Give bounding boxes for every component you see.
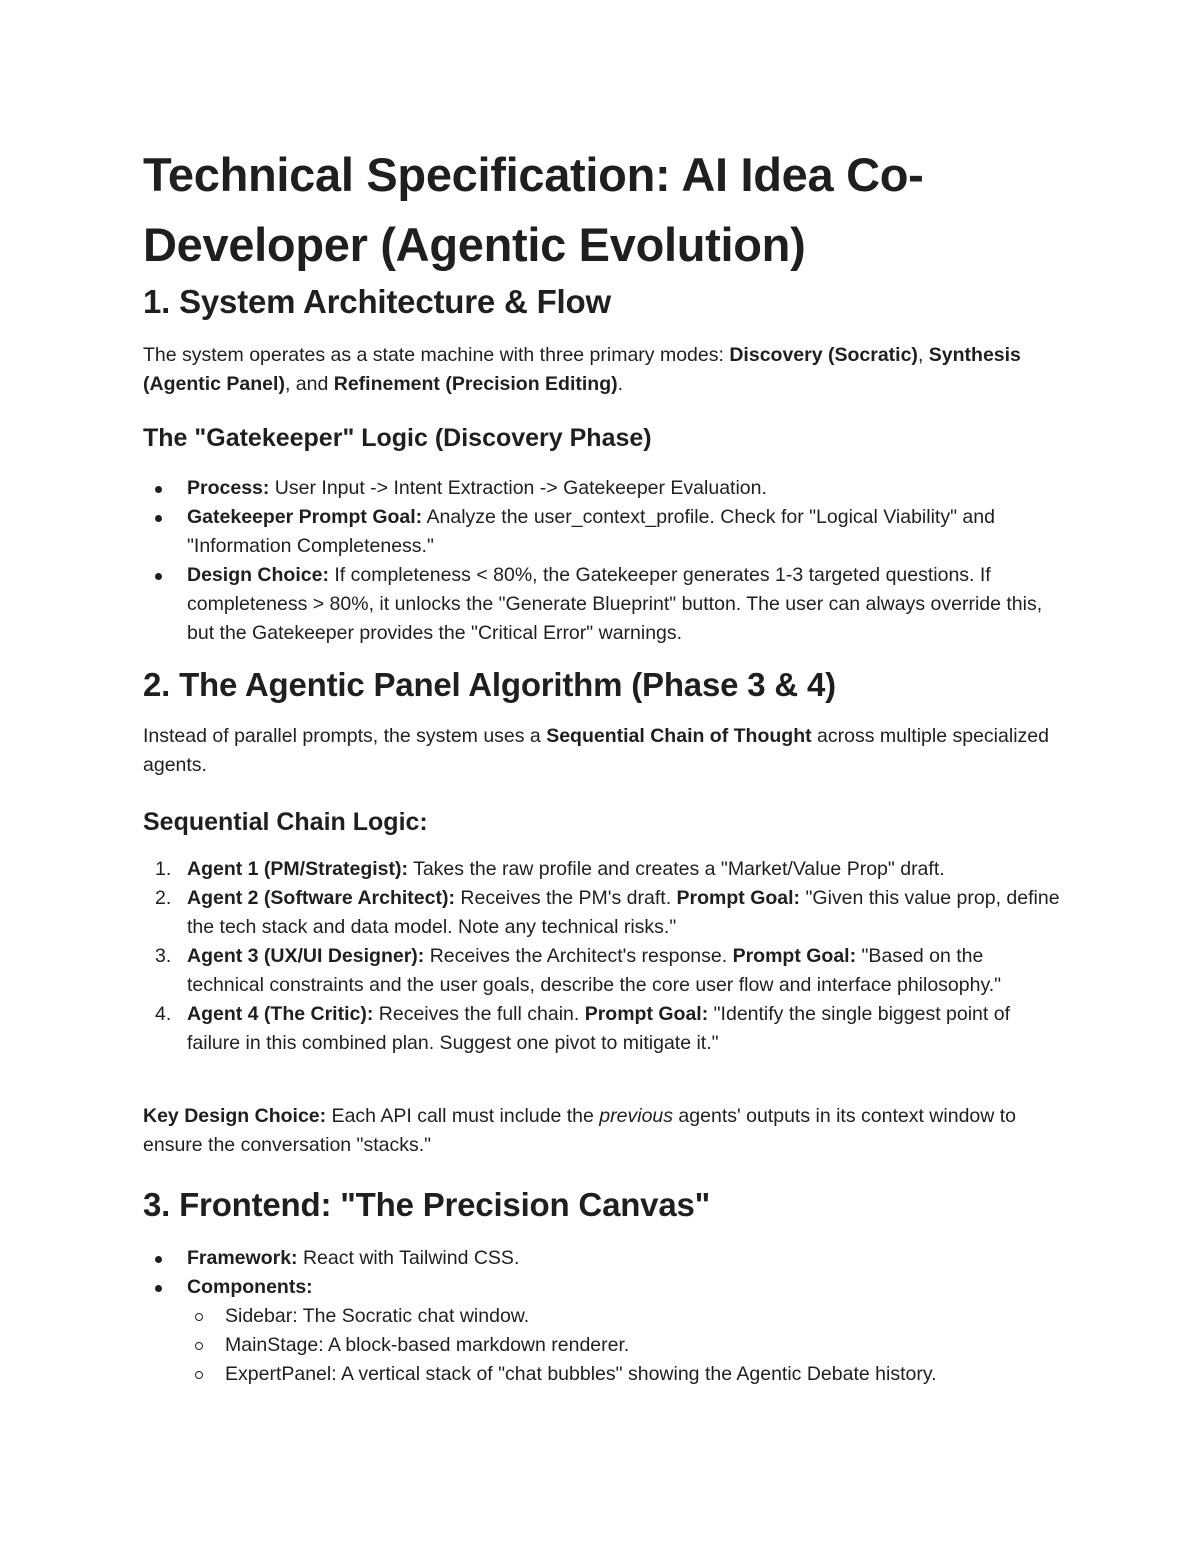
- list-item: Design Choice: If completeness < 80%, the Gatekeeper generates 1-3 targeted questions. If completeness > 80%, it unlocks the "Generate Blueprint" button. The user can always override this, but the Gatekeeper provides the "Critical Error" warnings.: [143, 561, 1063, 648]
- bullet-icon: [155, 1256, 162, 1263]
- section-3-heading: 3. Frontend: "The Precision Canvas": [143, 1186, 711, 1223]
- section-1-intro: The system operates as a state machine with three primary modes: Discovery (Socratic), Synthesis (Agentic Panel), and Refinement (Precision Editing).: [143, 344, 1021, 395]
- list-item: MainStage: A block-based markdown renderer.: [143, 1331, 1063, 1360]
- list-item: 4. Agent 4 (The Critic): Receives the full chain. Prompt Goal: "Identify the single biggest point of failure in this combined plan. Suggest one pivot to mitigate it.": [155, 1003, 1011, 1054]
- gatekeeper-list: [143, 474, 1063, 648]
- list-item: Framework: React with Tailwind CSS.: [143, 1244, 1063, 1273]
- document-title: Technical Specification: AI Idea Co-Developer (Agentic Evolution): [143, 148, 924, 271]
- section-1-heading: 1. System Architecture & Flow: [143, 283, 611, 320]
- bullet-icon: [155, 486, 162, 493]
- hollow-bullet-icon: [195, 1371, 203, 1379]
- list-item: Process: User Input -> Intent Extraction -> Gatekeeper Evaluation.: [143, 474, 1063, 503]
- bullet-icon: [155, 1285, 162, 1292]
- section-2-heading: 2. The Agentic Panel Algorithm (Phase 3 & 4): [143, 666, 836, 703]
- list-item: Components:: [143, 1273, 1063, 1302]
- sequential-chain-subheading: Sequential Chain Logic:: [143, 808, 428, 836]
- bullet-icon: [155, 515, 162, 522]
- bullet-icon: [155, 573, 162, 580]
- gatekeeper-subheading: The "Gatekeeper" Logic (Discovery Phase): [143, 424, 652, 452]
- list-item: 1. Agent 1 (PM/Strategist): Takes the raw profile and creates a "Market/Value Prop" draft.: [155, 858, 945, 880]
- section-2-intro: Instead of parallel prompts, the system uses a Sequential Chain of Thought across multiple specialized agents.: [143, 725, 1049, 776]
- list-item: 2. Agent 2 (Software Architect): Receives the PM's draft. Prompt Goal: "Given this value prop, define the tech stack and data model. Note any technical risks.": [155, 887, 1060, 938]
- list-item: 3. Agent 3 (UX/UI Designer): Receives the Architect's response. Prompt Goal: "Based on the technical constraints and the user goals, describe the core user flow and interface philosophy.": [155, 945, 1002, 996]
- hollow-bullet-icon: [195, 1342, 203, 1350]
- list-item: ExpertPanel: A vertical stack of "chat bubbles" showing the Agentic Debate history.: [143, 1360, 1063, 1389]
- list-item: Gatekeeper Prompt Goal: Analyze the user_context_profile. Check for "Logical Viability" and "Information Completeness.": [143, 503, 1063, 561]
- hollow-bullet-icon: [195, 1313, 203, 1321]
- agent-steps-list: [143, 855, 1063, 1058]
- list-item: Sidebar: The Socratic chat window.: [143, 1302, 1063, 1331]
- key-design-choice: Key Design Choice: Each API call must include the previous agents' outputs in its context window to ensure the conversation "stacks.": [143, 1105, 1017, 1156]
- frontend-list: [143, 1244, 1063, 1389]
